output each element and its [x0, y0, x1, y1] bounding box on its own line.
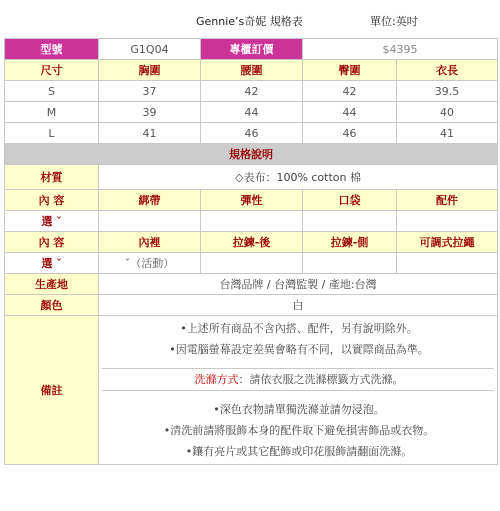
chest-cell: 39	[99, 102, 201, 123]
origin-row	[5, 274, 498, 295]
note-line: •清洗前請將服飾本身的配件取下避免損害飾品或衣物。	[163, 424, 435, 437]
size-cell: L	[5, 123, 99, 144]
select-row-1	[5, 211, 498, 232]
select-row-2	[5, 253, 498, 274]
spec-table	[4, 38, 498, 465]
content-item-lining: 內裡	[99, 232, 201, 253]
chest-cell: 41	[99, 123, 201, 144]
select-cell	[397, 253, 498, 274]
price-label: 專櫃訂價	[201, 39, 303, 60]
length-header: 衣長	[397, 60, 498, 81]
content-item-stretch: 彈性	[201, 190, 303, 211]
length-cell: 39.5	[397, 81, 498, 102]
content-label: 內 容	[5, 232, 99, 253]
waist-cell: 44	[201, 102, 303, 123]
table-row	[5, 123, 498, 144]
material-label: 材質	[5, 165, 99, 190]
select-cell	[303, 211, 397, 232]
price-value: $4395	[303, 39, 498, 60]
spec-section-title: 規格說明	[5, 144, 498, 165]
spec-section-header	[5, 144, 498, 165]
note-line: •深色衣物請單獨洗滌並請勿浸泡。	[213, 403, 385, 416]
hip-cell: 42	[303, 81, 397, 102]
size-header: 尺寸	[5, 60, 99, 81]
content-item-side-zipper: 拉鍊-側	[303, 232, 397, 253]
hip-header: 臀圍	[303, 60, 397, 81]
chest-cell: 37	[99, 81, 201, 102]
select-cell	[303, 253, 397, 274]
chest-header: 胸圍	[99, 60, 201, 81]
table-row	[5, 102, 498, 123]
wash-method-text: ：請依衣服之洗滌標籤方式洗滌。	[238, 373, 404, 386]
color-label: 顏色	[5, 295, 99, 316]
size-header-row	[5, 60, 498, 81]
content-item-pocket: 口袋	[303, 190, 397, 211]
content-item-back-zipper: 拉鍊-後	[201, 232, 303, 253]
note-line: •鑲有亮片或其它配飾或印花服飾請翻面洗滌。	[185, 445, 413, 458]
content-item-drawstring: 可調式拉繩	[397, 232, 498, 253]
content-label: 內 容	[5, 190, 99, 211]
notes-label: 備註	[5, 316, 99, 465]
model-label: 型號	[5, 39, 99, 60]
waist-cell: 46	[201, 123, 303, 144]
table-row	[5, 81, 498, 102]
brand-title: Gennie’s奇妮 規格表	[196, 15, 303, 28]
select-label: 選 ˇ	[5, 253, 99, 274]
material-row	[5, 165, 498, 190]
select-cell: ˇ（活動）	[99, 253, 201, 274]
content-row-2	[5, 232, 498, 253]
notes-content	[99, 316, 498, 465]
hip-cell: 44	[303, 102, 397, 123]
color-row	[5, 295, 498, 316]
length-cell: 41	[397, 123, 498, 144]
model-value: G1Q04	[99, 39, 201, 60]
note-line: •因電腦螢幕設定差異會略有不同，以實際商品為準。	[169, 343, 429, 356]
sheet-title	[0, 0, 500, 38]
color-value: 白	[99, 295, 498, 316]
size-cell: M	[5, 102, 99, 123]
material-value: ◇表布：100% cotton 棉	[99, 165, 498, 190]
model-row	[5, 39, 498, 60]
waist-header: 腰圍	[201, 60, 303, 81]
wash-method-line	[102, 368, 494, 391]
hip-cell: 46	[303, 123, 397, 144]
length-cell: 40	[397, 102, 498, 123]
select-cell	[397, 211, 498, 232]
content-item-tie: 綁帶	[99, 190, 201, 211]
wash-method-title: 洗滌方式	[194, 373, 239, 386]
origin-label: 生產地	[5, 274, 99, 295]
unit-label: 單位:英吋	[370, 15, 418, 28]
select-cell	[99, 211, 201, 232]
origin-value: 台灣品牌 / 台灣監製 / 產地:台灣	[99, 274, 498, 295]
select-cell	[201, 253, 303, 274]
notes-row	[5, 316, 498, 465]
select-cell	[201, 211, 303, 232]
select-label: 選 ˇ	[5, 211, 99, 232]
waist-cell: 42	[201, 81, 303, 102]
size-cell: S	[5, 81, 99, 102]
note-line: •上述所有商品不含內搭、配件，另有說明除外。	[180, 322, 418, 335]
content-item-accessory: 配件	[397, 190, 498, 211]
content-row-1	[5, 190, 498, 211]
